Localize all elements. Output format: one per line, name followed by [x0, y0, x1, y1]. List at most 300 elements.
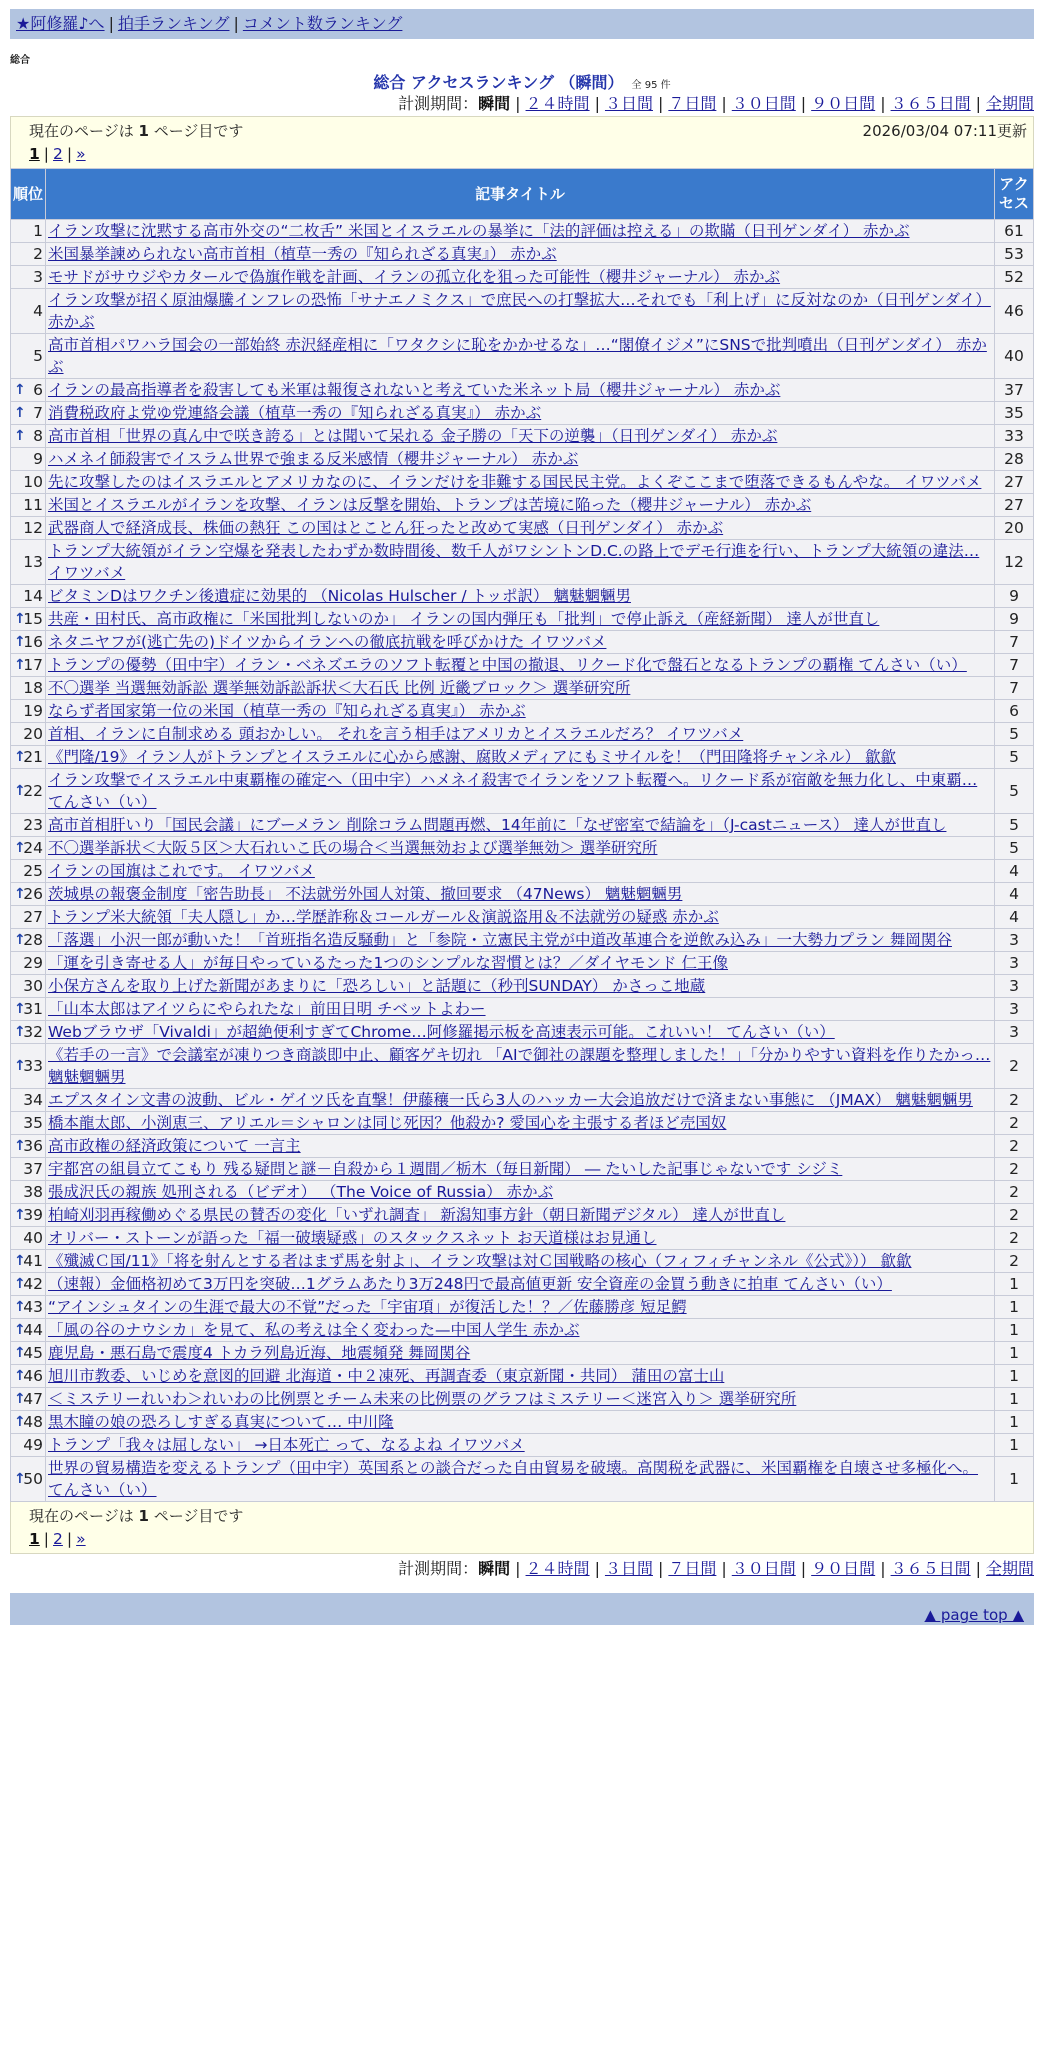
page-info-panel-bottom — [10, 1502, 1034, 1554]
article-link[interactable]: オリバー・ストーンが語った「福一破壊疑惑」のスタックスネット お天道様はお見通し — [48, 1229, 657, 1247]
access-count: 7 — [995, 654, 1033, 676]
title-cell — [46, 1250, 994, 1272]
table-row — [11, 540, 1033, 584]
table-row — [11, 677, 1033, 699]
article-link[interactable]: イランの最高指導者を殺害しても米軍は報復されないと考えていた米ネット局（櫻井ジャーナル） 赤かぶ — [48, 381, 781, 399]
rank-up-arrow-icon: ↑ — [14, 1138, 26, 1154]
article-link[interactable]: モサドがサウジやカタールで偽旗作戦を計画、イランの孤立化を狙った可能性（櫻井ジャーナル） 赤かぶ — [48, 268, 781, 286]
rank-cell — [11, 860, 45, 882]
rank-cell — [11, 654, 45, 676]
rank-up-arrow-icon: ↑ — [14, 611, 26, 627]
article-link[interactable]: トランプ「我々は屈しない」 →日本死亡 って、なるよね イワツバメ — [48, 1436, 525, 1454]
article-link[interactable]: 《殲滅Ｃ国/11》「将を射んとする者はまず馬を射よ」、イラン攻撃は対Ｃ国戦略の核心（フィフィチャンネル《公式》）） 歙歙 — [48, 1252, 912, 1270]
rank-up-arrow-icon: ↑ — [14, 886, 26, 902]
rank-cell — [11, 814, 45, 836]
article-link[interactable]: トランプの優勢（田中宇）イラン・ベネズエラのソフト転覆と中国の撤退、リクード化で盤石となるトランプの覇権 てんさい（い） — [48, 656, 967, 674]
access-count: 2 — [995, 1135, 1033, 1157]
access-count: 5 — [995, 746, 1033, 768]
title-cell — [46, 677, 994, 699]
rank-cell — [11, 631, 45, 653]
article-link[interactable]: 旭川市教委、いじめを意図的回避 北海道・中２凍死、再調査委（東京新聞・共同） 蒲田の富士山 — [48, 1367, 725, 1385]
table-row — [11, 243, 1033, 265]
page-indicator: 現在のページは 1 ページ目です — [29, 122, 244, 140]
table-row — [11, 402, 1033, 424]
article-link[interactable]: 「運を引き寄せる人」が毎日やっているたった1つのシンプルな習慣とは？／ダイヤモンド 仁王像 — [48, 954, 728, 972]
title-cell — [46, 517, 994, 539]
access-count: 37 — [995, 379, 1033, 401]
article-link[interactable]: “アインシュタインの生涯で最大の不覚”だった「宇宙項」が復活した！？／佐藤勝彦 短足鰐 — [48, 1298, 687, 1316]
access-count: 52 — [995, 266, 1033, 288]
article-link[interactable]: 《門隆/19》イラン人がトランプとイスラエルに心から感謝、腐敗メディアにもミサイルを！（門田隆将チャンネル） 歙歙 — [48, 748, 896, 766]
rank-cell — [11, 608, 45, 630]
title-cell — [46, 998, 994, 1020]
access-count: 7 — [995, 677, 1033, 699]
period-option-link[interactable]: ２４時間 — [525, 1559, 590, 1578]
title-cell — [46, 425, 994, 447]
title-cell — [46, 631, 994, 653]
article-link[interactable]: 張成沢氏の親族 処刑される（ビデオ） （The Voice of Russia） 赤かぶ — [48, 1183, 554, 1201]
rank-cell — [11, 1112, 45, 1134]
article-link[interactable]: 茨城県の報褒金制度「密告助長」 不法就労外国人対策、撤回要求 （47News） 魑魅魍魎男 — [48, 885, 683, 903]
article-link[interactable]: 高市首相「世界の真ん中で咲き誇る」とは聞いて呆れる 金子勝の「天下の逆襲」（日刊ゲンダイ） 赤かぶ — [48, 427, 778, 445]
rank-up-arrow-icon: ↑ — [14, 1345, 26, 1361]
rank-cell — [11, 266, 45, 288]
rank-number: 8 — [33, 427, 43, 445]
rank-number: 49 — [23, 1436, 43, 1454]
rank-cell — [11, 837, 45, 859]
period-separator: | — [800, 94, 807, 113]
period-current: 瞬間 — [478, 1559, 511, 1578]
period-separator: | — [800, 1559, 807, 1578]
table-row — [11, 929, 1033, 951]
title-cell — [46, 1089, 994, 1111]
rank-header: 順位 — [11, 169, 45, 219]
table-row — [11, 1296, 1033, 1318]
article-link[interactable]: ネタニヤフが(逃亡先の)ドイツからイランへの徹底抗戦を呼びかけた イワツバメ — [48, 633, 607, 651]
title-cell — [46, 448, 994, 470]
access-count: 3 — [995, 952, 1033, 974]
rank-number: 31 — [23, 1000, 43, 1018]
rank-number: 15 — [23, 610, 43, 628]
rank-cell — [11, 1273, 45, 1295]
period-option-link[interactable]: ３０日間 — [731, 1559, 796, 1578]
article-link[interactable]: 高市首相肝いり「国民会議」にブーメラン 削除コラム問題再燃、14年前に「なぜ密室で結論を」（J-castニュース） 達人が世直し — [48, 816, 947, 834]
period-separator: | — [657, 94, 664, 113]
period-separator: | — [515, 1559, 521, 1578]
article-link[interactable]: 高市政権の経済政策について 一言主 — [48, 1137, 301, 1155]
title-cell — [46, 883, 994, 905]
page-info-panel — [10, 116, 1034, 168]
article-link[interactable]: 米国暴挙諫められない高市首相（植草一秀の『知られざる真実』） 赤かぶ — [48, 245, 557, 263]
rank-up-arrow-icon: ↑ — [14, 1299, 26, 1315]
table-row — [11, 220, 1033, 242]
table-row — [11, 837, 1033, 859]
table-row — [11, 471, 1033, 493]
title-cell — [46, 266, 994, 288]
pagination: 1 | 2 | » — [29, 145, 86, 163]
table-row — [11, 1319, 1033, 1341]
title-cell — [46, 746, 994, 768]
access-count: 12 — [995, 540, 1033, 584]
access-count: 6 — [995, 700, 1033, 722]
page-2-link[interactable]: 2 — [53, 145, 63, 163]
access-count: 40 — [995, 334, 1033, 378]
title-cell — [46, 379, 994, 401]
rank-up-arrow-icon: ↑ — [14, 405, 26, 421]
table-row — [11, 1158, 1033, 1180]
period-option-link[interactable]: ９０日間 — [811, 1559, 876, 1578]
article-link[interactable]: 先に攻撃したのはイスラエルとアメリカなのに、イランだけを非難する国民民主党。よくぞここまで堕落できるもんやな。 イワツバメ — [48, 473, 982, 491]
article-link[interactable]: 首相、イランに自制求める 頭おかしい。 それを言う相手はアメリカとイスラエルだろ？ イワツバメ — [48, 725, 744, 743]
article-link[interactable]: 小保方さんを取り上げた新聞があまりに「恐ろしい」と話題に（秒刊SUNDAY） かさっこ地蔵 — [48, 977, 706, 995]
applause-ranking-link[interactable]: 拍手ランキング — [117, 14, 230, 33]
next-page-link[interactable]: » — [76, 145, 86, 163]
table-row — [11, 448, 1033, 470]
rank-number: 44 — [23, 1321, 43, 1339]
article-link[interactable]: イランの国旗はこれです。 イワツバメ — [48, 862, 315, 880]
rank-up-arrow-icon: ↑ — [14, 1276, 26, 1292]
rank-up-arrow-icon: ↑ — [14, 1001, 26, 1017]
title-cell — [46, 860, 994, 882]
access-count: 9 — [995, 585, 1033, 607]
access-count: 35 — [995, 402, 1033, 424]
table-row — [11, 1089, 1033, 1111]
access-count: 3 — [995, 929, 1033, 951]
period-separator: | — [594, 1559, 600, 1578]
title-cell — [46, 1273, 994, 1295]
title-cell — [46, 1044, 994, 1088]
rank-number: 23 — [23, 816, 43, 834]
table-row — [11, 494, 1033, 516]
article-link[interactable]: 世界の貿易構造を変えるトランプ（田中宇）英国系との談合だった自由貿易を破壊。高関税を武器に、米国覇権を自壊させ多極化へ。 てんさい（い） — [48, 1459, 979, 1499]
access-count: 28 — [995, 448, 1033, 470]
next-page-link[interactable]: » — [76, 1530, 86, 1548]
rank-up-arrow-icon: ↑ — [14, 382, 26, 398]
title-cell — [46, 906, 994, 928]
title-cell — [46, 1411, 994, 1433]
table-row — [11, 425, 1033, 447]
rank-up-arrow-icon: ↑ — [14, 1414, 26, 1430]
rank-number: 20 — [23, 725, 43, 743]
period-selector — [10, 92, 1034, 116]
period-separator: | — [880, 1559, 886, 1578]
page-title — [10, 70, 1034, 92]
article-link[interactable]: イラン攻撃でイスラエル中東覇権の確定へ（田中宇）ハメネイ殺害でイランをソフト転覆へ。リクード系が宿敵を無力化し、中東覇… てんさい（い） — [48, 771, 978, 811]
rank-number: 2 — [33, 245, 43, 263]
period-option-link[interactable]: 全期間 — [985, 1559, 1034, 1578]
article-link[interactable]: イラン攻撃に沈黙する高市外交の“二枚舌” 米国とイスラエルの暴挙に「法的評価は控える」の欺瞞（日刊ゲンダイ） 赤かぶ — [48, 222, 910, 240]
period-separator: | — [975, 94, 981, 113]
rank-number: 1 — [33, 222, 43, 240]
title-cell — [46, 1181, 994, 1203]
title-cell — [46, 289, 994, 333]
rank-up-arrow-icon: ↑ — [14, 1391, 26, 1407]
period-separator: | — [657, 1559, 664, 1578]
access-count: 2 — [995, 1089, 1033, 1111]
title-cell — [46, 1388, 994, 1410]
rank-cell — [11, 723, 45, 745]
nav-separator: | — [233, 14, 239, 33]
rank-cell — [11, 1135, 45, 1157]
rank-number: 37 — [23, 1160, 43, 1178]
article-link[interactable]: ＜ミステリーれいわ＞れいわの比例票とチーム未来の比例票のグラフはミステリー＜迷宮入り＞ 選挙研究所 — [48, 1390, 797, 1408]
title-cell — [46, 243, 994, 265]
period-label: 計測期間： — [398, 1559, 479, 1578]
category-label: 総合 — [10, 55, 30, 66]
table-row — [11, 1181, 1033, 1203]
article-link[interactable]: 黒木瞳の娘の恐ろしすぎる真実について… 中川隆 — [48, 1413, 394, 1431]
access-header: アクセス — [995, 169, 1033, 219]
period-option-link[interactable]: ３日間 — [604, 1559, 653, 1578]
article-link[interactable]: 宇都宮の組員立てこもり 残る疑問と謎－自殺から１週間／栃木（毎日新聞） ― たいした記事じゃないです シジミ — [48, 1160, 843, 1178]
period-option-link[interactable]: 全期間 — [985, 94, 1034, 113]
period-selector-bottom — [10, 1557, 1034, 1581]
rank-up-arrow-icon: ↑ — [14, 749, 26, 765]
title-cell — [46, 1434, 994, 1456]
table-row — [11, 998, 1033, 1020]
rank-number: 45 — [23, 1344, 43, 1362]
pagination-bottom: 1 | 2 | » — [29, 1530, 86, 1548]
title-cell — [46, 1158, 994, 1180]
article-link[interactable]: 柏崎刈羽再稼働めぐる県民の賛否の変化「いずれ調査」 新潟知事方針（朝日新聞デジタル） 達人が世直し — [48, 1206, 786, 1224]
article-link[interactable]: 米国とイスラエルがイランを攻撃、イランは反撃を開始、トランプは苦境に陥った（櫻井ジャーナル） 赤かぶ — [48, 496, 812, 514]
period-separator: | — [594, 94, 600, 113]
title-cell — [46, 334, 994, 378]
access-count: 2 — [995, 1044, 1033, 1088]
article-link[interactable]: 武器商人で経済成長、株価の熱狂 この国はとことん狂ったと改めて実感（日刊ゲンダイ） 赤かぶ — [48, 519, 724, 537]
period-option-link[interactable]: ３６５日間 — [890, 94, 971, 113]
table-row — [11, 952, 1033, 974]
rank-up-arrow-icon: ↑ — [14, 1368, 26, 1384]
table-row — [11, 1457, 1033, 1501]
rank-number: 25 — [23, 862, 43, 880]
article-link[interactable]: 橋本龍太郎、小渕恵三、アリエル＝シャロンは同じ死因？他殺か? 愛国心を主張する者ほど売国奴 — [48, 1114, 727, 1132]
title-cell — [46, 769, 994, 813]
rank-cell — [11, 425, 45, 447]
access-count: 2 — [995, 1227, 1033, 1249]
article-link[interactable]: 「落選」小沢一郎が動いた！「首班指名造反騒動」と「参院・立憲民主党が中道改革連合を逆飲み込み」一大勢力プラン 舞岡関谷 — [48, 931, 952, 949]
article-link[interactable]: 不〇選挙訴状＜大阪５区＞大石れいこ氏の場合＜当選無効および選挙無効＞ 選挙研究所 — [48, 839, 658, 857]
table-row — [11, 1250, 1033, 1272]
table-row — [11, 654, 1033, 676]
rank-cell — [11, 769, 45, 813]
access-count: 2 — [995, 1112, 1033, 1134]
access-count: 61 — [995, 220, 1033, 242]
rank-number: 33 — [23, 1057, 43, 1075]
title-cell — [46, 837, 994, 859]
access-count: 9 — [995, 608, 1033, 630]
article-link[interactable]: 「風の谷のナウシカ」を見て、私の考えは全く変わった—中国人学生 赤かぶ — [48, 1321, 580, 1339]
rank-number: 14 — [23, 587, 43, 605]
rank-up-arrow-icon: ↑ — [14, 1024, 26, 1040]
rank-cell — [11, 1021, 45, 1043]
table-row — [11, 700, 1033, 722]
rank-cell — [11, 975, 45, 997]
article-link[interactable]: 「山本太郎はアイツらにやられたな」前田日明 チベットよわー — [48, 1000, 486, 1018]
title-cell — [46, 1021, 994, 1043]
rank-cell — [11, 1204, 45, 1226]
article-link[interactable]: ならず者国家第一位の米国（植草一秀の『知られざる真実』） 赤かぶ — [48, 702, 526, 720]
footer-bar — [10, 1593, 1034, 1625]
rank-cell — [11, 1296, 45, 1318]
rank-up-arrow-icon: ↑ — [14, 1322, 26, 1338]
rank-cell — [11, 929, 45, 951]
access-count: 1 — [995, 1457, 1033, 1501]
access-count: 2 — [995, 1204, 1033, 1226]
rank-cell — [11, 952, 45, 974]
rank-number: 35 — [23, 1114, 43, 1132]
access-count: 20 — [995, 517, 1033, 539]
rank-number: 18 — [23, 679, 43, 697]
rank-number: 11 — [23, 496, 43, 514]
rank-up-arrow-icon: ↑ — [14, 634, 26, 650]
article-link[interactable]: トランプ米大統領「夫人隠し」か…学歴詐称＆コールガール＆演説盗用＆不法就労の疑惑 赤かぶ — [48, 908, 719, 926]
access-count: 1 — [995, 1388, 1033, 1410]
rank-up-arrow-icon: ↑ — [14, 783, 26, 799]
table-row — [11, 1411, 1033, 1433]
access-count: 33 — [995, 425, 1033, 447]
rank-number: 21 — [23, 748, 43, 766]
table-row — [11, 379, 1033, 401]
table-row — [11, 334, 1033, 378]
rank-cell — [11, 1457, 45, 1501]
rank-number: 5 — [33, 347, 43, 365]
comment-ranking-link[interactable]: コメント数ランキング — [242, 14, 403, 33]
period-option-link[interactable]: ７日間 — [668, 94, 717, 113]
rank-up-arrow-icon: ↑ — [14, 932, 26, 948]
rank-cell — [11, 517, 45, 539]
table-row — [11, 1342, 1033, 1364]
rank-cell — [11, 700, 45, 722]
top-nav-bar — [10, 9, 1034, 39]
period-option-link[interactable]: ３日間 — [604, 94, 653, 113]
article-link[interactable]: ビタミンDはワクチン後遺症に効果的 （Nicolas Hulscher / トッポ訳） 魑魅魍魎男 — [48, 587, 631, 605]
access-count: 4 — [995, 860, 1033, 882]
article-link[interactable]: ハメネイ師殺害でイスラム世界で強まる反米感情（櫻井ジャーナル） 赤かぶ — [48, 450, 579, 468]
rank-cell — [11, 1411, 45, 1433]
table-row — [11, 1273, 1033, 1295]
title-cell — [46, 952, 994, 974]
article-link[interactable]: 鹿児島・悪石島で震度4 トカラ列島近海、地震頻発 舞岡関谷 — [48, 1344, 471, 1362]
table-row — [11, 1135, 1033, 1157]
period-option-link[interactable]: ３６５日間 — [890, 1559, 971, 1578]
table-row — [11, 1434, 1033, 1456]
rank-number: 22 — [23, 782, 43, 800]
access-count: 3 — [995, 998, 1033, 1020]
page-top-link[interactable]: ▲ page top ▲ — [924, 1606, 1024, 1624]
article-link[interactable]: トランプ大統領がイラン空爆を発表したわずか数時間後、数千人がワシントンD.C.の路上でデモ行進を行い、トランプ大統領の違法… イワツバメ — [48, 542, 980, 582]
rank-cell — [11, 494, 45, 516]
access-count: 1 — [995, 1342, 1033, 1364]
rank-number: 42 — [23, 1275, 43, 1293]
title-header: 記事タイトル — [46, 169, 994, 219]
table-row — [11, 1021, 1033, 1043]
article-link[interactable]: イラン攻撃が招く原油爆騰インフレの恐怖「サナエノミクス」で庶民への打撃拡大…それでも「利上げ」に反対なのか（日刊ゲンダイ） 赤かぶ — [48, 291, 991, 331]
period-separator: | — [721, 94, 727, 113]
rank-cell — [11, 243, 45, 265]
article-link[interactable]: 《若手の一言》で会議室が凍りつき商談即中止、顧客ゲキ切れ 「AIで御社の課題を整理しました！」「分かりやすい資料を作りたかっ… 魑魅魍魎男 — [48, 1046, 991, 1086]
page-2-link[interactable]: 2 — [53, 1530, 63, 1548]
page-indicator: 現在のページは 1 ページ目です — [29, 1507, 244, 1525]
access-count: 4 — [995, 883, 1033, 905]
nav-separator: | — [108, 14, 114, 33]
period-current: 瞬間 — [478, 94, 511, 113]
rank-number: 50 — [23, 1470, 43, 1488]
rank-cell — [11, 334, 45, 378]
access-count: 1 — [995, 1296, 1033, 1318]
article-link[interactable]: Webブラウザ「Vivaldi」が超絶便利すぎてChrome…阿修羅掲示板を高速表示可能。これいい！ てんさい（い） — [48, 1023, 835, 1041]
total-count: 全 95 件 — [631, 80, 671, 91]
table-row — [11, 1365, 1033, 1387]
article-link[interactable]: エプスタイン文書の波動、ビル・ゲイツ氏を直撃！伊藤穰一氏ら3人のハッカー大会追放だけで済まない事態に （JMAX） 魑魅魍魎男 — [48, 1091, 973, 1109]
rank-number: 6 — [33, 381, 43, 399]
rank-number: 28 — [23, 931, 43, 949]
access-count: 2 — [995, 1181, 1033, 1203]
access-count: 3 — [995, 1021, 1033, 1043]
rank-number: 17 — [23, 656, 43, 674]
article-link[interactable]: （速報）金価格初めて3万円を突破…1グラムあたり3万248円で最高値更新 安全資産の金買う動きに拍車 てんさい（い） — [48, 1275, 892, 1293]
table-row — [11, 723, 1033, 745]
article-link[interactable]: 不〇選挙 当選無効訴訟 選挙無効訴訟訴状＜大石氏 比例 近畿ブロック＞ 選挙研究所 — [48, 679, 631, 697]
access-count: 5 — [995, 837, 1033, 859]
rank-number: 43 — [23, 1298, 43, 1316]
rank-cell — [11, 585, 45, 607]
period-option-link[interactable]: ３０日間 — [731, 94, 796, 113]
rank-cell — [11, 289, 45, 333]
article-link[interactable]: 高市首相パワハラ国会の一部始終 赤沢経産相に「ワタクシに恥をかかせるな」…“閣僚イジメ”にSNSで批判噴出（日刊ゲンダイ） 赤かぶ — [48, 336, 987, 376]
table-row — [11, 1204, 1033, 1226]
period-option-link[interactable]: ９０日間 — [811, 94, 876, 113]
title-cell — [46, 975, 994, 997]
rank-cell — [11, 1319, 45, 1341]
rank-up-arrow-icon: ↑ — [14, 1058, 26, 1074]
rank-number: 13 — [23, 553, 43, 571]
title-cell — [46, 1112, 994, 1134]
title-cell — [46, 1204, 994, 1226]
title-cell — [46, 220, 994, 242]
current-page: 1 — [29, 1530, 40, 1548]
ranking-title: 総合 アクセスランキング （瞬間） — [373, 73, 624, 92]
rank-number: 12 — [23, 519, 43, 537]
period-option-link[interactable]: ７日間 — [668, 1559, 717, 1578]
title-cell — [46, 402, 994, 424]
rank-number: 32 — [23, 1023, 43, 1041]
access-count: 46 — [995, 289, 1033, 333]
article-link[interactable]: 共産・田村氏、高市政権に「米国批判しないのか」 イランの国内弾圧も「批判」で停止訴え（産経新聞） 達人が世直し — [48, 610, 880, 628]
access-count: 1 — [995, 1411, 1033, 1433]
ranking-table — [10, 168, 1034, 1502]
table-row — [11, 883, 1033, 905]
access-count: 1 — [995, 1434, 1033, 1456]
access-count: 2 — [995, 1158, 1033, 1180]
access-count: 1 — [995, 1365, 1033, 1387]
table-row — [11, 860, 1033, 882]
rank-cell — [11, 998, 45, 1020]
home-link[interactable]: ★阿修羅♪へ — [16, 14, 105, 33]
rank-up-arrow-icon: ↑ — [14, 840, 26, 856]
rank-number: 36 — [23, 1137, 43, 1155]
rank-cell — [11, 448, 45, 470]
rank-cell — [11, 677, 45, 699]
rank-up-arrow-icon: ↑ — [14, 657, 26, 673]
period-option-link[interactable]: ２４時間 — [525, 94, 590, 113]
rank-cell — [11, 1250, 45, 1272]
table-row — [11, 1112, 1033, 1134]
table-row — [11, 906, 1033, 928]
article-link[interactable]: 消費税政府よ党ゆ党連絡会議（植草一秀の『知られざる真実』） 赤かぶ — [48, 404, 542, 422]
rank-up-arrow-icon: ↑ — [14, 428, 26, 444]
access-count: 4 — [995, 906, 1033, 928]
